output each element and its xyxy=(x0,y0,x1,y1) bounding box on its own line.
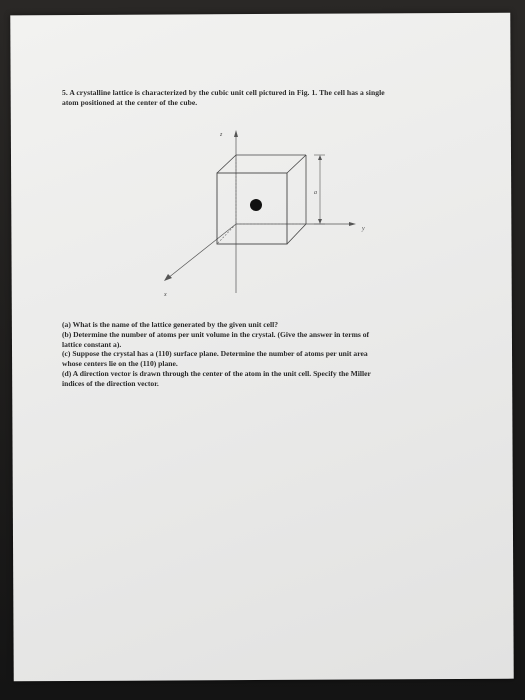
question-d-line-1: (d) A direction vector is drawn through the center of the atom in the unit cell. Specify the Miller xyxy=(62,368,371,378)
y-axis-label: y xyxy=(362,226,365,232)
problem-intro-line-1: 5. A crystalline lattice is characterized by the cubic unit cell pictured in Fig. 1. The cell has a single xyxy=(62,88,385,97)
question-b-line-2: lattice constant a). xyxy=(62,339,122,349)
x-axis-arrowhead xyxy=(164,274,172,281)
cube-edge-bottom-right xyxy=(287,224,306,244)
cube-hidden-edge-depth xyxy=(217,224,236,244)
cube-edge-top-right xyxy=(287,155,306,173)
question-c-line-1: (c) Suppose the crystal has a (110) surface plane. Determine the number of atoms per unit area xyxy=(62,349,368,359)
question-c-line-2: whose centers lie on the (110) plane. xyxy=(62,359,178,369)
z-axis-arrowhead xyxy=(234,130,238,137)
x-axis-label: x xyxy=(164,292,167,298)
question-d-line-2: indices of the direction vector. xyxy=(62,378,159,388)
question-list xyxy=(62,320,457,389)
dimension-arrow-bottom xyxy=(318,219,322,224)
dimension-arrow-top xyxy=(318,155,322,160)
z-axis-label: z xyxy=(220,132,223,138)
cube-edge-top-left xyxy=(217,155,236,173)
unit-cell-figure xyxy=(150,128,380,303)
center-atom xyxy=(250,199,262,211)
problem-intro-line-2: atom positioned at the center of the cube. xyxy=(62,97,198,107)
question-b-line-1: (b) Determine the number of atoms per unit volume in the crystal. (Give the answer in terms of xyxy=(62,329,370,339)
y-axis-arrowhead xyxy=(349,222,356,226)
question-a: (a) What is the name of the lattice generated by the given unit cell? xyxy=(62,320,279,329)
problem-statement xyxy=(62,88,452,107)
lattice-constant-label: a xyxy=(314,190,317,196)
x-axis xyxy=(168,224,236,278)
